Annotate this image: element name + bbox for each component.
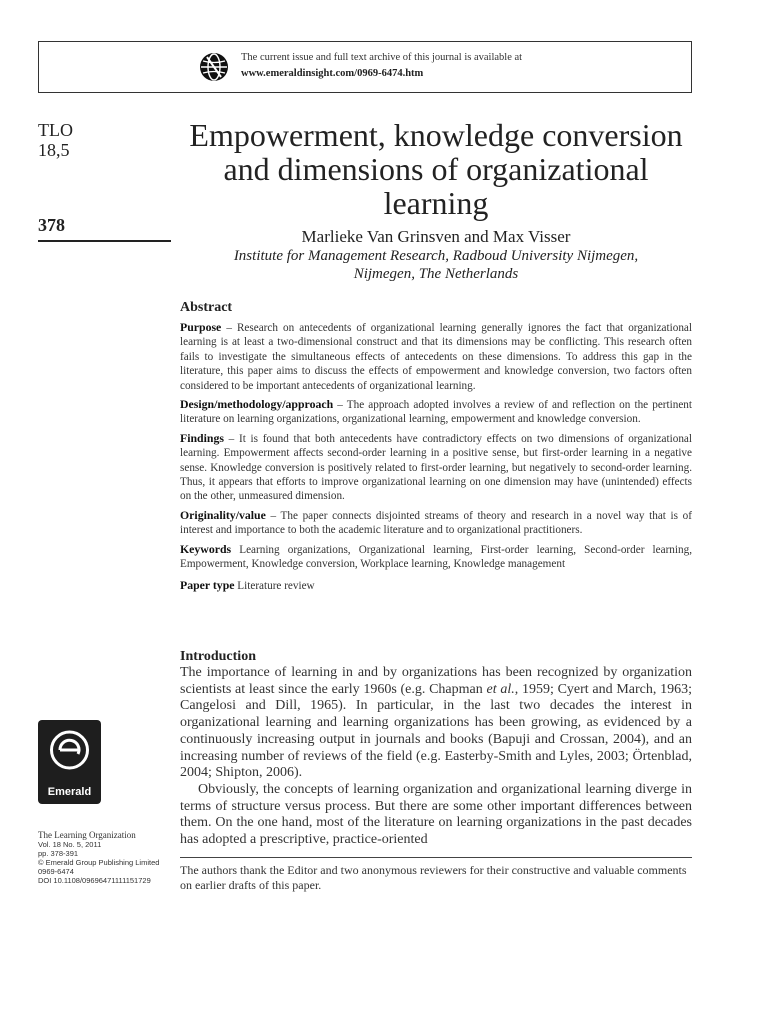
design-text: – The approach adopted involves a review of and reflection on the pertinent literature on learning organizations, organizational learning, empowerment and knowledge conversion. — [180, 399, 692, 426]
abstract-heading: Abstract — [180, 300, 233, 315]
papertype-text: Literature review — [234, 579, 315, 592]
abstract-findings — [180, 431, 692, 504]
journal-abbrev: TLO — [38, 120, 73, 140]
journal-code — [38, 120, 73, 160]
introduction-heading: Introduction — [180, 649, 256, 664]
article-title: Empowerment, knowledge conversion and dimensions of organizational learning — [189, 117, 683, 221]
page-number-rule — [38, 240, 171, 242]
abstract-paper-type — [180, 578, 692, 593]
intro-paragraph-1 — [180, 665, 692, 782]
globe-icon — [199, 52, 229, 82]
abstract-originality — [180, 508, 692, 538]
banner-url-link[interactable]: www.emeraldinsight.com/0969-6474.htm — [241, 68, 424, 79]
citation-copyright: © Emerald Group Publishing Limited — [38, 858, 160, 867]
abstract-keywords — [180, 542, 692, 572]
abstract-body — [180, 320, 692, 597]
intro-p1-etal: et al. — [486, 681, 515, 697]
page-number: 378 — [38, 215, 65, 235]
author-affiliation — [180, 247, 692, 283]
intro-p1-part-b: , 1959; Cyert and March, 1963; Cangelosi and Dill, 1965). In particular, in the last two decades the interest in organizational learning and learning organizations has been growing, as evidenced by a continuously increasing output in journals and books (Bapuji and Crossan, 2004), and an increasing number of reviews of the field (e.g. Easterby-Smith and Lyles, 2003; Örtenblad, 2004; Shipton, 2006). — [180, 681, 692, 781]
intro-p1-part-a: The importance of learning in and by organizations has been recognized by organization scientists at least since the early 1960s (e.g. Chapman — [180, 665, 692, 697]
findings-label: Findings — [180, 430, 224, 445]
article-authors: Marlieke Van Grinsven and Max Visser — [301, 227, 571, 246]
journal-volume: 18,5 — [38, 140, 70, 160]
banner-text: The current issue and full text archive of this journal is available at — [241, 52, 523, 63]
citation-journal-name: The Learning Organization — [38, 830, 136, 840]
originality-label: Originality/value — [180, 507, 266, 522]
affiliation-line-2: Nijmegen, The Netherlands — [353, 266, 519, 282]
introduction-body — [180, 665, 692, 849]
citation-issn: 0969-6474 — [38, 867, 74, 876]
abstract-purpose — [180, 320, 692, 393]
intro-paragraph-2: Obviously, the concepts of learning organization and organizational learning diverge in terms of structure versus process. But there are some other important differences between them. On the one hand, most of the literature on learning organizations in the past decades has adopted a prescriptive, practice-oriented — [180, 781, 692, 848]
emerald-logo-text: Emerald — [47, 786, 92, 798]
abstract-design — [180, 397, 692, 427]
design-label: Design/methodology/approach — [180, 397, 334, 412]
purpose-label: Purpose — [180, 320, 222, 334]
purpose-text: – Research on antecedents of organizational learning generally ignores the fact that organizational learning is at least a two-dimensional construct and that its dimensions may be conflicting. This research often fails to investigate the simultaneous effects of antecedents on these dimensions. To address this gap in the literature, this paper aims to discuss the effects of empowerment and knowledge conversion, two factors often considered to be important antecedents of organizational learning. — [180, 322, 692, 392]
findings-text: – It is found that both antecedents have contradictory effects on two dimensions of organizational learning. Empowerment affects second-order learning in a positive sense, but first-order learning in a negative sense. Knowledge conversion is positively related to first-order learning, but negatively to second-order learning. Thus, it appears that efforts to improve organizational learning on one dimension may have (unintended) effects on the other, unmeasured dimension. — [180, 432, 692, 503]
keywords-label: Keywords — [180, 541, 232, 556]
citation-volume: Vol. 18 No. 5, 2011 — [38, 840, 102, 849]
affiliation-line-1: Institute for Management Research, Radboud University Nijmegen, — [233, 248, 639, 264]
keywords-text: Learning organizations, Organizational learning, First-order learning, Second-order learning, Empowerment, Knowledge conversion, Workplace learning, Knowledge management — [180, 543, 692, 571]
papertype-label: Paper type — [180, 577, 235, 592]
acknowledgement-footnote: The authors thank the Editor and two anonymous reviewers for their constructive and valuable comments on earlier drafts of this paper. — [180, 863, 687, 892]
footnote-divider — [180, 857, 692, 858]
journal-citation — [38, 830, 178, 885]
emerald-e-icon — [48, 726, 91, 780]
originality-text: – The paper connects disjointed streams of theory and research in a novel way that is of interest and importance to both the academic literature and to organizational practitioners. — [180, 509, 692, 537]
citation-doi: DOI 10.1108/09696471111151729 — [38, 876, 151, 885]
citation-pages: pp. 378-391 — [38, 849, 79, 858]
journal-archive-banner — [38, 41, 692, 93]
emerald-logo — [38, 720, 101, 804]
